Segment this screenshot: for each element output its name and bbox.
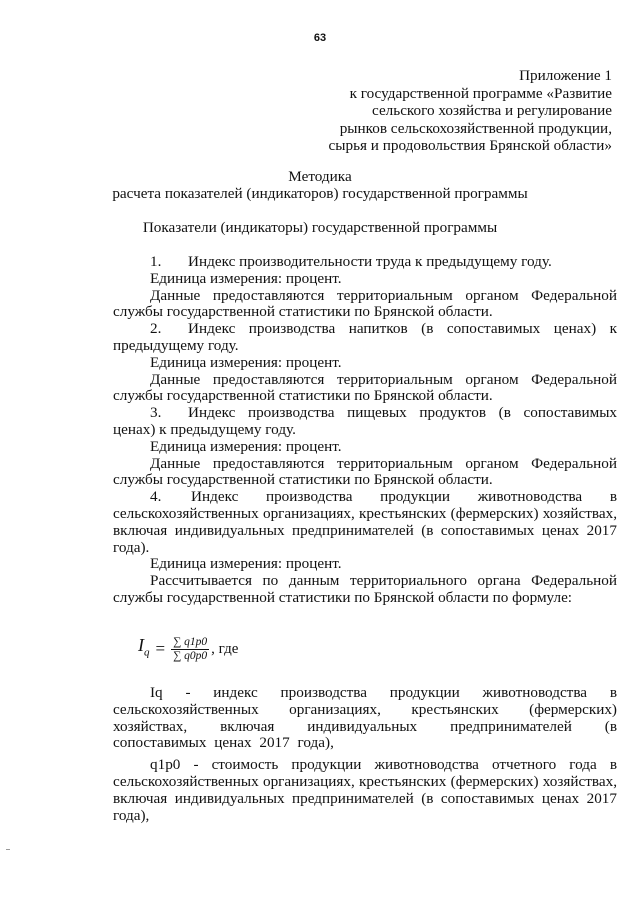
indicator-1-unit: Единица измерения: процент. — [150, 269, 342, 287]
document-title: Методика — [288, 168, 352, 185]
indicator-4-unit: Единица измерения: процент. — [150, 555, 342, 573]
appendix-line-2: к государственной программе «Развитие — [349, 84, 612, 102]
index-formula — [138, 636, 238, 663]
formula-denominator: ∑ q0p0 — [173, 650, 208, 662]
scan-mark — [6, 849, 10, 850]
page-number: 63 — [313, 32, 327, 44]
indicator-3-source: Данные предоставляются территориальным органом Федеральной службы государственной статистики по Брянской области. — [113, 454, 617, 489]
section-heading: Показатели (индикаторы) государственной программы — [142, 219, 498, 236]
formula-numerator: ∑ q1p0 — [173, 636, 208, 648]
appendix-line-3: сельского хозяйства и регулирование — [372, 102, 612, 120]
definition-q1p0: q1p0 - стоимость продукции животноводства отчетного года в сельскохозяйственных организациях, крестьянских (фермерских) хозяйствах, включая индивидуальных предпринимателей (в сопоставимых ценах 2017 года), — [113, 756, 617, 824]
indicator-4-title: 4. Индекс производства продукции животноводства в сельскохозяйственных организациях, крестьянских (фермерских) хозяйствах, включая индивидуальных предпринимателей (в сопоставимых ценах 2017 года). — [113, 488, 617, 556]
indicator-1-title: 1. Индекс производительности труда к предыдущему году. — [150, 253, 552, 270]
appendix-line-4: рынков сельскохозяйственной продукции, — [339, 119, 612, 137]
formula-lhs: $I_q$ — [138, 635, 150, 659]
formula-definitions — [113, 685, 617, 824]
indicator-2-unit: Единица измерения: процент. — [150, 353, 342, 371]
indicator-2-source: Данные предоставляются территориальным органом Федеральной службы государственной статистики по Брянской области. — [113, 370, 617, 405]
definition-iq: Iq - индекс производства продукции животноводства в сельскохозяйственных организациях, крестьянских (фермерских) хозяйствах, включая индивидуальных предпринимателей (в сопоставимых ценах 2017 года), — [113, 684, 617, 752]
appendix-line-1: Приложение 1 — [519, 67, 612, 84]
indicator-2-title: 2. Индекс производства напитков (в сопоставимых ценах) к предыдущему году. — [113, 320, 617, 354]
document-subtitle: расчета показателей (индикаторов) государственной программы — [112, 185, 528, 202]
indicator-1-source: Данные предоставляются территориальным органом Федеральной службы государственной статистики по Брянской области. — [113, 286, 617, 321]
indicator-4-source: Рассчитывается по данным территориального органа Федеральной службы государственной статистики по Брянской области по формуле: — [113, 572, 617, 606]
indicator-list — [113, 254, 617, 607]
indicator-3-unit: Единица измерения: процент. — [150, 437, 342, 455]
formula-equals: = — [155, 639, 166, 659]
appendix-header — [292, 67, 612, 155]
formula-tail: , где — [211, 641, 239, 658]
formula-fraction — [171, 636, 209, 663]
appendix-line-5: сырья и продовольствия Брянской области» — [328, 137, 612, 155]
indicator-3-title: 3. Индекс производства пищевых продуктов (в сопоставимых ценах) к предыдущему году. — [113, 404, 617, 438]
